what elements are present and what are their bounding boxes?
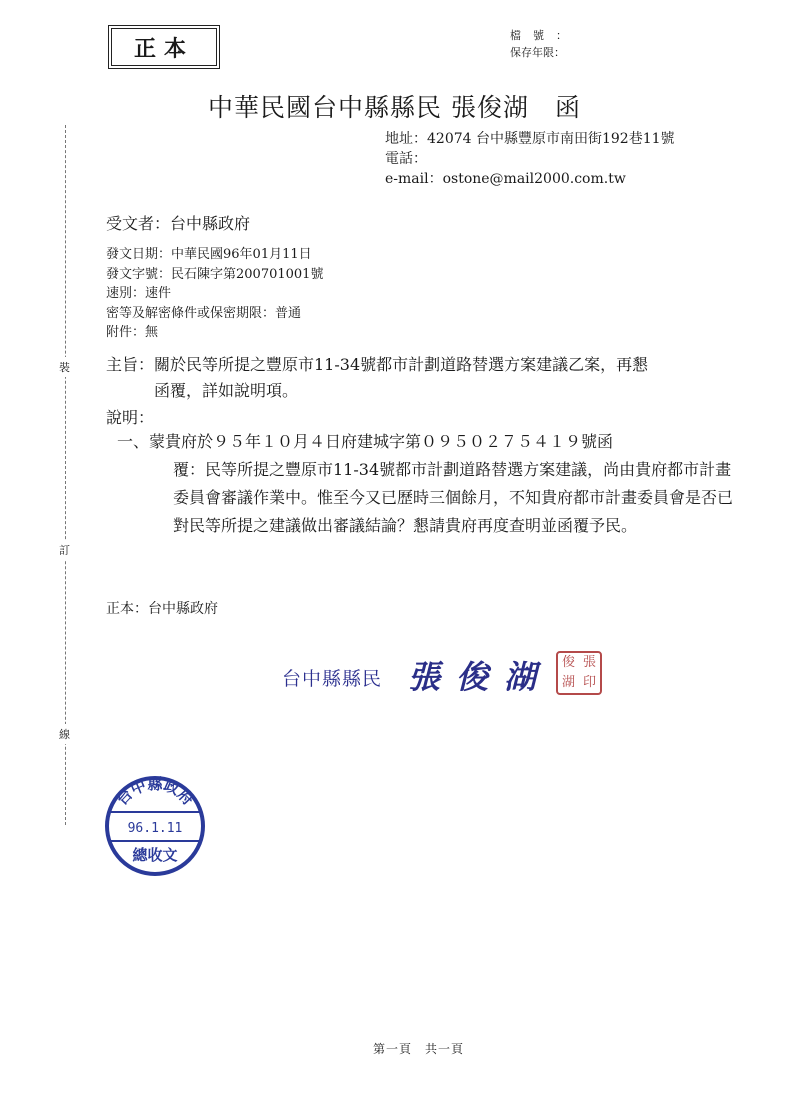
retention-period-label: 保存年限： bbox=[510, 46, 565, 59]
seal-char: 印 bbox=[582, 675, 596, 690]
file-number-label: 檔號： bbox=[510, 29, 579, 42]
document-meta bbox=[106, 245, 323, 343]
received-seal-org: 台中縣政府 bbox=[112, 775, 198, 809]
file-info bbox=[510, 27, 579, 61]
seal-char: 湖 bbox=[561, 675, 575, 690]
recipient-line: 受文者：台中縣政府 bbox=[106, 214, 251, 233]
explanation-label: 說明： bbox=[106, 408, 155, 427]
subject-block bbox=[106, 352, 746, 404]
explanation-item-body: 覆：民等所提之豐原市11-34號都市計劃道路替選方案建議，尚由貴府都市計畫委員會審議作業中。惟至今又已歷時三個餘月，不知貴府都市計畫委員會是否已對民等所提之建議做出審議結論？懇請貴府再度查明並函覆予民。 bbox=[173, 460, 734, 535]
binding-mark-staple: 訂 bbox=[59, 540, 70, 560]
seal-char: 俊 bbox=[561, 655, 575, 670]
binding-mark-bind: 裝 bbox=[59, 357, 70, 377]
delivery-speed: 速別：速件 bbox=[106, 286, 172, 301]
phone-line: 電話： bbox=[385, 151, 427, 167]
attachments: 附件：無 bbox=[106, 325, 159, 340]
personal-seal-icon bbox=[556, 651, 602, 695]
secrecy-level: 密等及解密條件或保密期限：普通 bbox=[106, 305, 302, 321]
original-copy-label: 正本 bbox=[133, 35, 194, 62]
binding-mark-line: 線 bbox=[59, 724, 70, 744]
seal-char: 張 bbox=[582, 655, 596, 670]
document-number: 發文字號：民石陳字第200701001號 bbox=[106, 266, 324, 282]
document-title: 中華民國台中縣縣民 張俊湖 函 bbox=[208, 93, 581, 122]
signature-name: 張俊湖 bbox=[408, 658, 553, 696]
contact-block bbox=[385, 129, 675, 189]
signature-resident: 台中縣縣民 bbox=[282, 668, 383, 690]
page-footer: 第一頁 共一頁 bbox=[373, 1042, 465, 1056]
binding-line bbox=[65, 125, 66, 825]
subject-line-1: 主旨：關於民等所提之豐原市11-34號都市計劃道路替選方案建議乙案，再懇 bbox=[106, 355, 649, 374]
svg-text:台中縣政府 bbox=[113, 775, 197, 809]
subject-line-2: 函覆，詳如說明項。 bbox=[154, 381, 299, 400]
explanation-item-1 bbox=[117, 428, 737, 540]
received-seal-icon bbox=[100, 774, 210, 878]
address-line: 地址：42074 台中縣豐原市南田街192巷11號 bbox=[385, 131, 675, 147]
received-seal-date: 96.1.11 bbox=[127, 821, 183, 836]
original-copy-stamp bbox=[111, 28, 217, 66]
explanation-item-first-line: 一、蒙貴府於９５年１０月４日府建城字第０９５０２７５４１９號函 bbox=[117, 432, 614, 451]
received-seal-dept: 總收文 bbox=[132, 846, 178, 864]
email-line: e-mail：ostone@mail2000.com.tw bbox=[385, 171, 626, 187]
copy-to-line: 正本：台中縣政府 bbox=[106, 601, 218, 617]
issue-date: 發文日期：中華民國96年01月11日 bbox=[106, 247, 312, 262]
